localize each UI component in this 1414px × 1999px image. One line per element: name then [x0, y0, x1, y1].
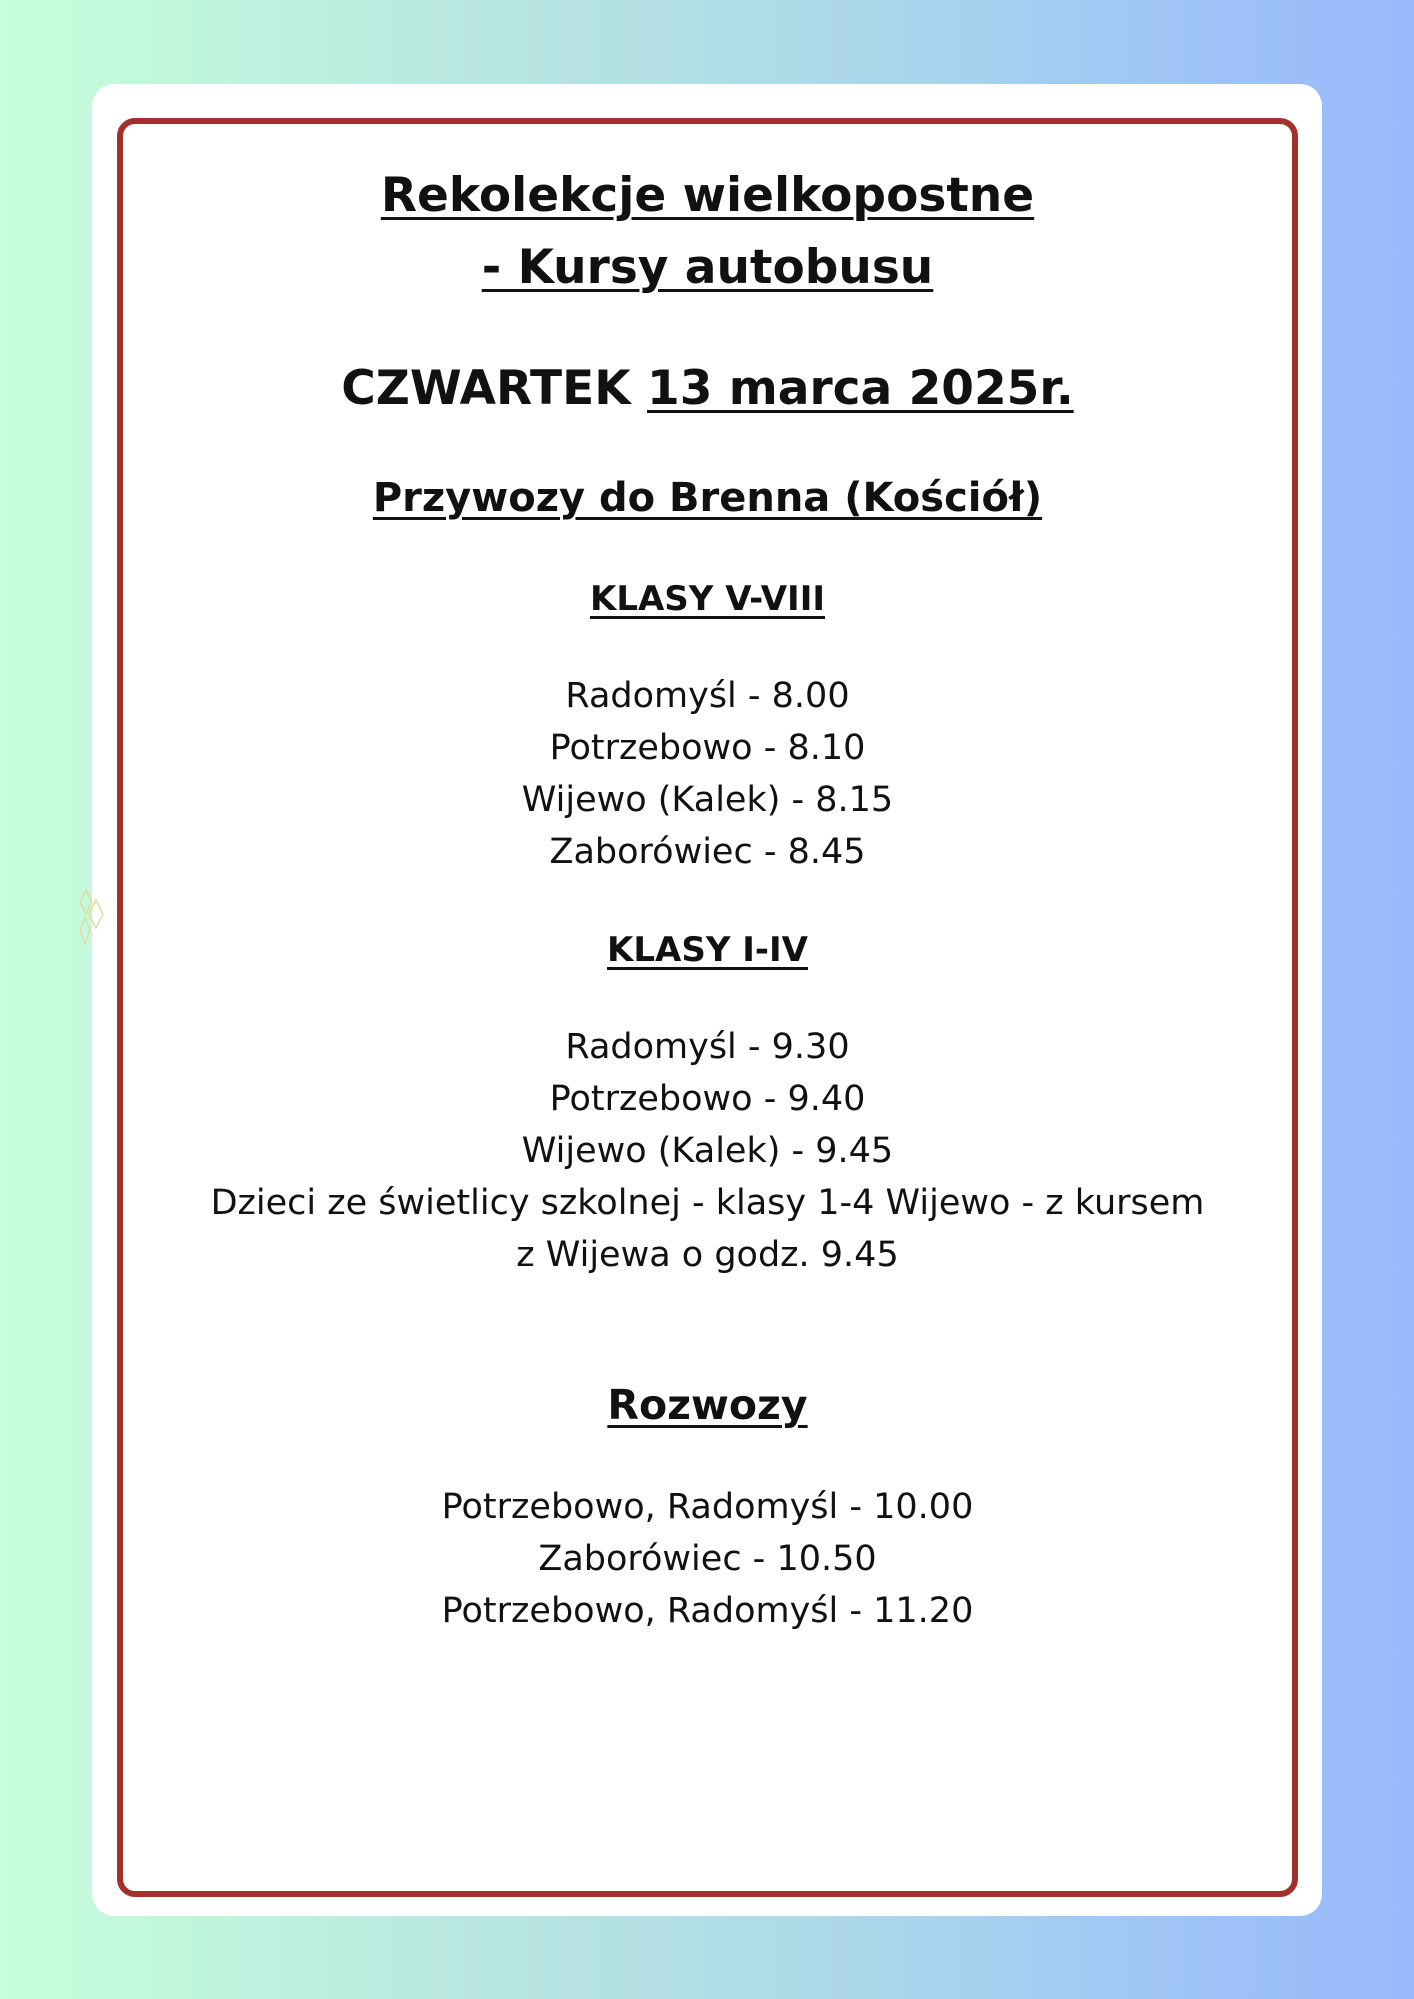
- schedule-line: Potrzebowo - 8.10: [549, 728, 866, 768]
- przywozy-heading: Przywozy do Brenna (Kościół): [372, 475, 1043, 521]
- schedule-line: z Wijewa o godz. 9.45: [516, 1235, 899, 1275]
- schedule-line: Wijewo (Kalek) - 9.45: [521, 1131, 894, 1171]
- schedule-line: Zaborówiec - 10.50: [538, 1539, 877, 1579]
- schedule-line: Radomyśl - 8.00: [565, 676, 850, 716]
- schedule-line: Potrzebowo, Radomyśl - 11.20: [441, 1591, 974, 1631]
- title-line-2: - Kursy autobusu: [481, 240, 934, 295]
- schedule-line: Wijewo (Kalek) - 8.15: [521, 780, 894, 820]
- schedule-list-klasy-v-viii: [123, 670, 1292, 878]
- schedule-line: Potrzebowo - 9.40: [549, 1079, 866, 1119]
- rozwozy-heading: Rozwozy: [607, 1381, 808, 1429]
- diamond-sparkle-icon: [72, 888, 108, 948]
- date-label: 13 marca 2025r.: [647, 361, 1074, 416]
- group-heading-klasy-i-iv: KLASY I-IV: [607, 930, 808, 970]
- title-line-1: Rekolekcje wielkopostne: [380, 168, 1035, 223]
- group-heading-klasy-v-viii: KLASY V-VIII: [589, 579, 825, 619]
- schedule-line: Zaborówiec - 8.45: [549, 832, 866, 872]
- day-label: CZWARTEK: [341, 361, 631, 416]
- schedule-list-klasy-i-iv: [123, 1021, 1292, 1281]
- schedule-line: Radomyśl - 9.30: [565, 1027, 850, 1067]
- schedule-line: Potrzebowo, Radomyśl - 10.00: [441, 1487, 974, 1527]
- date-line: [123, 353, 1292, 425]
- schedule-line: Dzieci ze świetlicy szkolnej - klasy 1-4 Wijewo - z kursem: [210, 1183, 1205, 1223]
- schedule-list-rozwozy: [123, 1481, 1292, 1637]
